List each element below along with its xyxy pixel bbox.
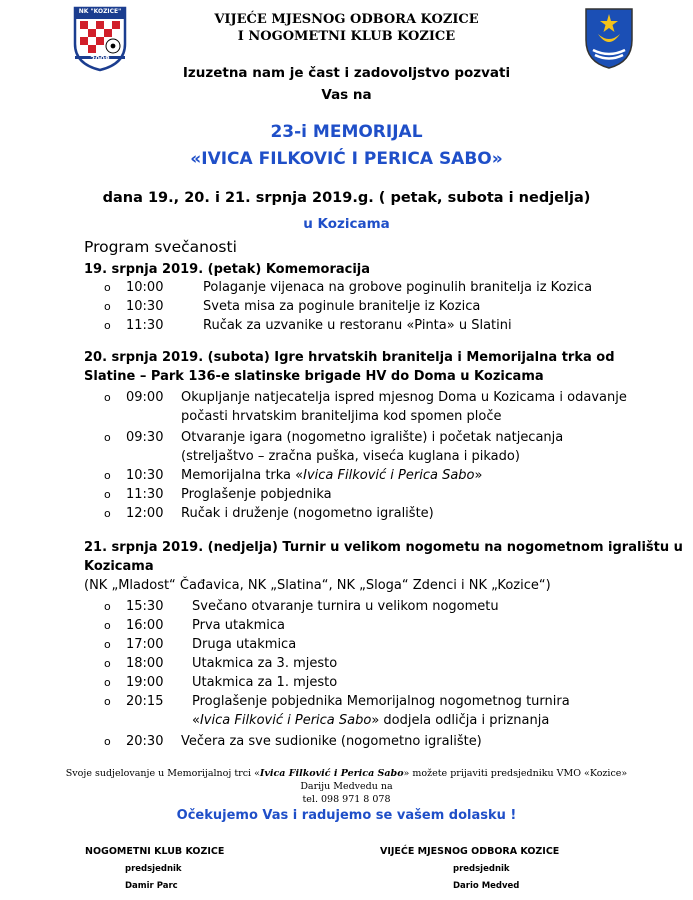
left-signature-role: predsjednik bbox=[125, 864, 182, 874]
day2-heading-line-1: 20. srpnja 2019. (subota) Igre hrvatskih branitelja i Memorijalna trka od bbox=[84, 350, 615, 365]
item-description: Ručak i druženje (nogometno igralište) bbox=[181, 506, 434, 521]
list-item bbox=[104, 430, 664, 448]
event-title-2: «IVICA FILKOVIĆ I PERICA SABO» bbox=[190, 149, 503, 169]
bullet-icon: o bbox=[104, 507, 111, 520]
item-description-continued: (streljaštvo – zračna puška, viseća kuglana i pikado) bbox=[181, 449, 520, 464]
club-logo-year: 2008 bbox=[90, 55, 110, 63]
day1-heading: 19. srpnja 2019. (petak) Komemoracija bbox=[84, 262, 371, 277]
list-item bbox=[104, 694, 664, 712]
item-description: Utakmica za 1. mjesto bbox=[192, 675, 338, 690]
event-place: u Kozicama bbox=[303, 216, 390, 232]
item-time: 15:30 bbox=[126, 599, 164, 614]
item-description: Sveta misa za poginule branitelje iz Kozica bbox=[203, 299, 481, 314]
item-time: 12:00 bbox=[126, 506, 164, 521]
bullet-icon: o bbox=[104, 735, 111, 748]
list-item bbox=[104, 599, 664, 617]
bullet-icon: o bbox=[104, 319, 111, 332]
left-signature-name: Damir Parc bbox=[125, 881, 178, 891]
item-time: 09:00 bbox=[126, 390, 164, 405]
item-description: Utakmica za 3. mjesto bbox=[192, 656, 338, 671]
item-time: 09:30 bbox=[126, 430, 164, 445]
item-description: Otvaranje igara (nogometno igralište) i početak natjecanja bbox=[181, 430, 564, 445]
event-dates: dana 19., 20. i 21. srpnja 2019.g. ( petak, subota i nedjelja) bbox=[102, 190, 591, 206]
list-item-continuation bbox=[104, 409, 664, 427]
item-description-continued: počasti hrvatskim braniteljima kod spomen ploče bbox=[181, 409, 502, 424]
teams-list: (NK „Mladost“ Čađavica, NK „Slatina“, NK „Sloga“ Zdenci i NK „Kozice“) bbox=[84, 578, 551, 593]
club-logo-text: NK "KOZICE" bbox=[78, 8, 122, 15]
item-time: 16:00 bbox=[126, 618, 164, 633]
right-signature-name: Dario Medved bbox=[453, 881, 520, 891]
list-item bbox=[104, 390, 664, 408]
item-time: 11:30 bbox=[126, 487, 164, 502]
bullet-icon: o bbox=[104, 300, 111, 313]
list-item bbox=[104, 637, 664, 655]
right-signature-role: predsjednik bbox=[453, 864, 510, 874]
list-item bbox=[104, 506, 664, 524]
item-description: Proglašenje pobjednika bbox=[181, 487, 332, 502]
item-time: 18:00 bbox=[126, 656, 164, 671]
bullet-icon: o bbox=[104, 695, 111, 708]
list-item bbox=[104, 656, 664, 674]
item-description-continued: «Ivica Filković i Perica Sabo» dodjela odličja i priznanja bbox=[192, 713, 550, 728]
item-description: Memorijalna trka «Ivica Filković i Perica Sabo» bbox=[181, 468, 483, 483]
item-description: Večera za sve sudionike (nogometno igralište) bbox=[181, 734, 482, 749]
list-item bbox=[104, 734, 664, 752]
day3-heading-line-2: Kozicama bbox=[84, 559, 154, 574]
bullet-icon: o bbox=[104, 281, 111, 294]
day2-heading-line-2: Slatine – Park 136-e slatinske brigade HV do Doma u Kozicama bbox=[84, 369, 544, 384]
list-item bbox=[104, 318, 664, 336]
item-time: 17:00 bbox=[126, 637, 164, 652]
right-signature-org: VIJEĆE MJESNOG ODBORA KOZICE bbox=[380, 846, 560, 857]
program-heading: Program svečanosti bbox=[84, 238, 237, 256]
item-time: 20:15 bbox=[126, 694, 164, 709]
day3-heading-line-1: 21. srpnja 2019. (nedjelja) Turnir u velikom nogometu na nogometnom igralištu u bbox=[84, 540, 683, 555]
header-line-2: I NOGOMETNI KLUB KOZICE bbox=[237, 29, 456, 44]
item-description: Svečano otvaranje turnira u velikom nogometu bbox=[192, 599, 499, 614]
registration-note-line-1: Svoje sudjelovanje u Memorijalnoj trci «Ivica Filković i Perica Sabo» možete prijaviti predsjedniku VMO «Kozice» bbox=[65, 768, 628, 779]
item-description: Druga utakmica bbox=[192, 637, 297, 652]
invitation-line-1: Izuzetna nam je čast i zadovoljstvo pozvati bbox=[182, 65, 511, 81]
item-time: 20:30 bbox=[126, 734, 164, 749]
item-description: Prva utakmica bbox=[192, 618, 285, 633]
list-item bbox=[104, 280, 664, 298]
list-item bbox=[104, 299, 664, 317]
list-item bbox=[104, 675, 664, 693]
bullet-icon: o bbox=[104, 469, 111, 482]
item-description: Okupljanje natjecatelja ispred mjesnog Doma u Kozicama i odavanje bbox=[181, 390, 627, 405]
item-time: 11:30 bbox=[126, 318, 164, 333]
bullet-icon: o bbox=[104, 676, 111, 689]
list-item-continuation bbox=[104, 713, 664, 731]
closing-line: Očekujemo Vas i radujemo se vašem dolasku ! bbox=[176, 808, 517, 823]
bullet-icon: o bbox=[104, 600, 111, 613]
bullet-icon: o bbox=[104, 391, 111, 404]
list-item-continuation bbox=[104, 449, 664, 467]
item-time: 19:00 bbox=[126, 675, 164, 690]
event-title-1: 23-i MEMORIJAL bbox=[270, 122, 423, 142]
registration-note-line-2: Dariju Medvedu na bbox=[300, 781, 393, 792]
list-item bbox=[104, 468, 664, 486]
header-line-1: VIJEĆE MJESNOG ODBORA KOZICE bbox=[214, 12, 479, 27]
list-item bbox=[104, 618, 664, 636]
item-description: Ručak za uzvanike u restoranu «Pinta» u Slatini bbox=[203, 318, 512, 333]
left-signature-org: NOGOMETNI KLUB KOZICE bbox=[85, 846, 225, 857]
item-time: 10:00 bbox=[126, 280, 164, 295]
bullet-icon: o bbox=[104, 488, 111, 501]
bullet-icon: o bbox=[104, 431, 111, 444]
invitation-line-2: Vas na bbox=[321, 87, 372, 103]
registration-note bbox=[0, 767, 693, 806]
item-description: Proglašenje pobjednika Memorijalnog nogometnog turnira bbox=[192, 694, 570, 709]
item-description: Polaganje vijenaca na grobove poginulih branitelja iz Kozica bbox=[203, 280, 593, 295]
bullet-icon: o bbox=[104, 638, 111, 651]
registration-phone: tel. 098 971 8 078 bbox=[302, 794, 391, 805]
bullet-icon: o bbox=[104, 619, 111, 632]
list-item bbox=[104, 487, 664, 505]
item-time: 10:30 bbox=[126, 299, 164, 314]
item-time: 10:30 bbox=[126, 468, 164, 483]
bullet-icon: o bbox=[104, 657, 111, 670]
